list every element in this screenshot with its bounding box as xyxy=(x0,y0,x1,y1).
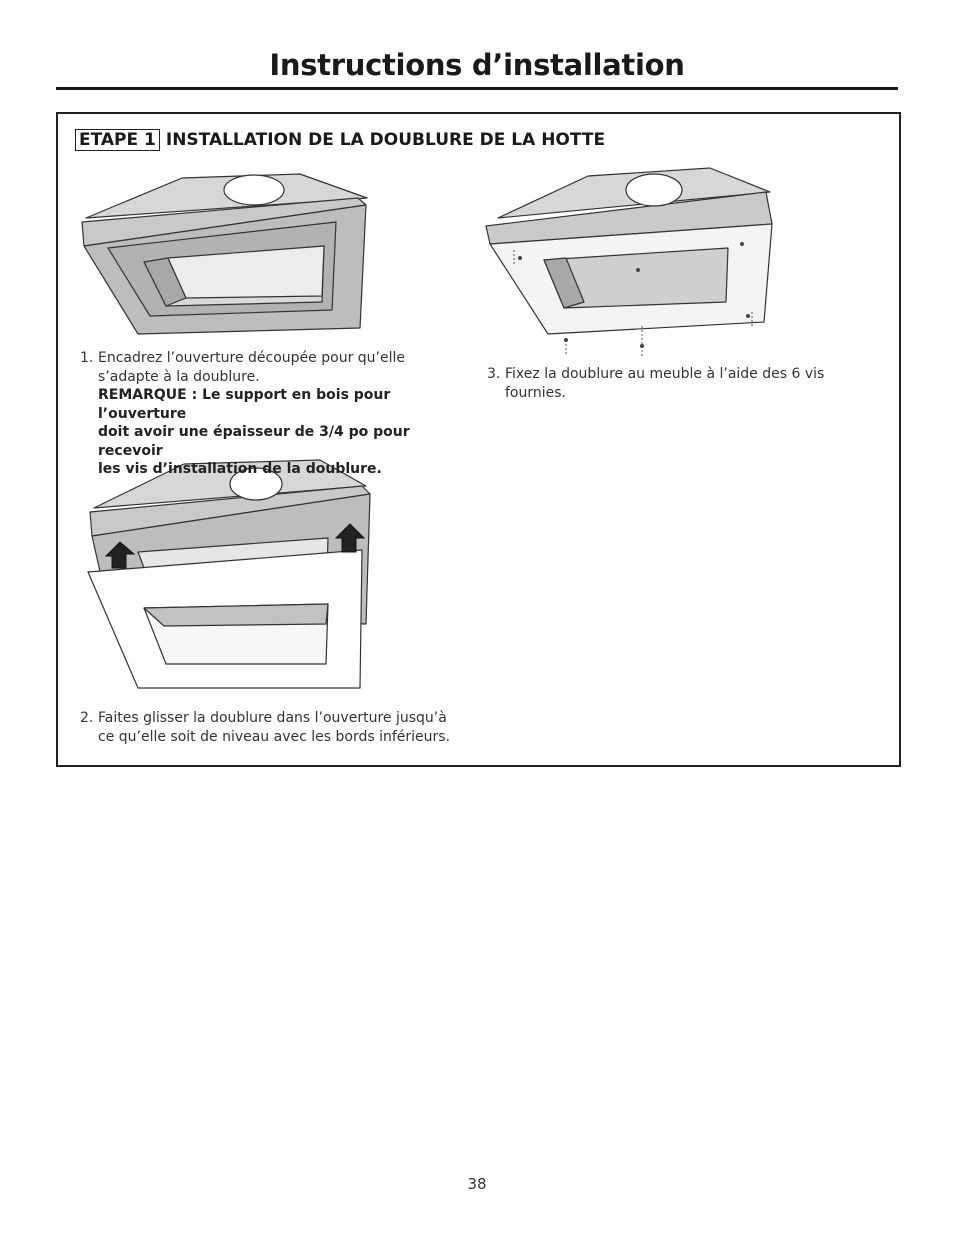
instruction-1 xyxy=(80,349,470,479)
instruction-number: 3. xyxy=(487,366,501,382)
instruction-text: ce qu’elle soit de niveau avec les bords inférieurs. xyxy=(98,728,451,745)
instruction-number: 2. xyxy=(80,710,94,726)
screw-icon xyxy=(564,338,568,342)
title-divider xyxy=(56,87,898,90)
duct-opening xyxy=(224,175,284,205)
instruction-note: les vis d’installation de la doublure. xyxy=(98,461,382,477)
duct-opening xyxy=(626,174,682,206)
screw-icon xyxy=(746,314,750,318)
instruction-2 xyxy=(80,709,470,746)
instruction-text: s’adapte à la doublure. xyxy=(98,368,260,385)
figure-framed-opening xyxy=(78,170,368,340)
instruction-note: doit avoir une épaisseur de 3/4 po pour recevoir xyxy=(98,424,410,459)
instruction-text: fournies. xyxy=(505,384,566,401)
instruction-text: Encadrez l’ouverture découpée pour qu’elle xyxy=(98,350,405,366)
step-heading xyxy=(75,129,605,151)
instruction-text: Fixez la doublure au meuble à l’aide des 6 vis xyxy=(505,366,825,382)
instruction-note: REMARQUE : Le support en bois pour l’ouverture xyxy=(98,387,391,422)
instruction-3 xyxy=(487,365,877,402)
step-title: INSTALLATION DE LA DOUBLURE DE LA HOTTE xyxy=(165,130,606,150)
page-title: Instructions d’installation xyxy=(269,48,685,82)
page-number: 38 xyxy=(467,1175,487,1193)
screw-icon xyxy=(740,242,744,246)
screw-icon xyxy=(640,344,644,348)
step-badge: ETAPE 1 xyxy=(75,129,160,151)
figure-sliding-liner xyxy=(80,456,380,696)
figure-fasten-screws xyxy=(484,162,780,362)
screw-icon xyxy=(518,256,522,260)
instruction-number: 1. xyxy=(80,350,94,366)
instruction-text: Faites glisser la doublure dans l’ouverture jusqu’à xyxy=(98,710,447,726)
screw-icon xyxy=(636,268,640,272)
